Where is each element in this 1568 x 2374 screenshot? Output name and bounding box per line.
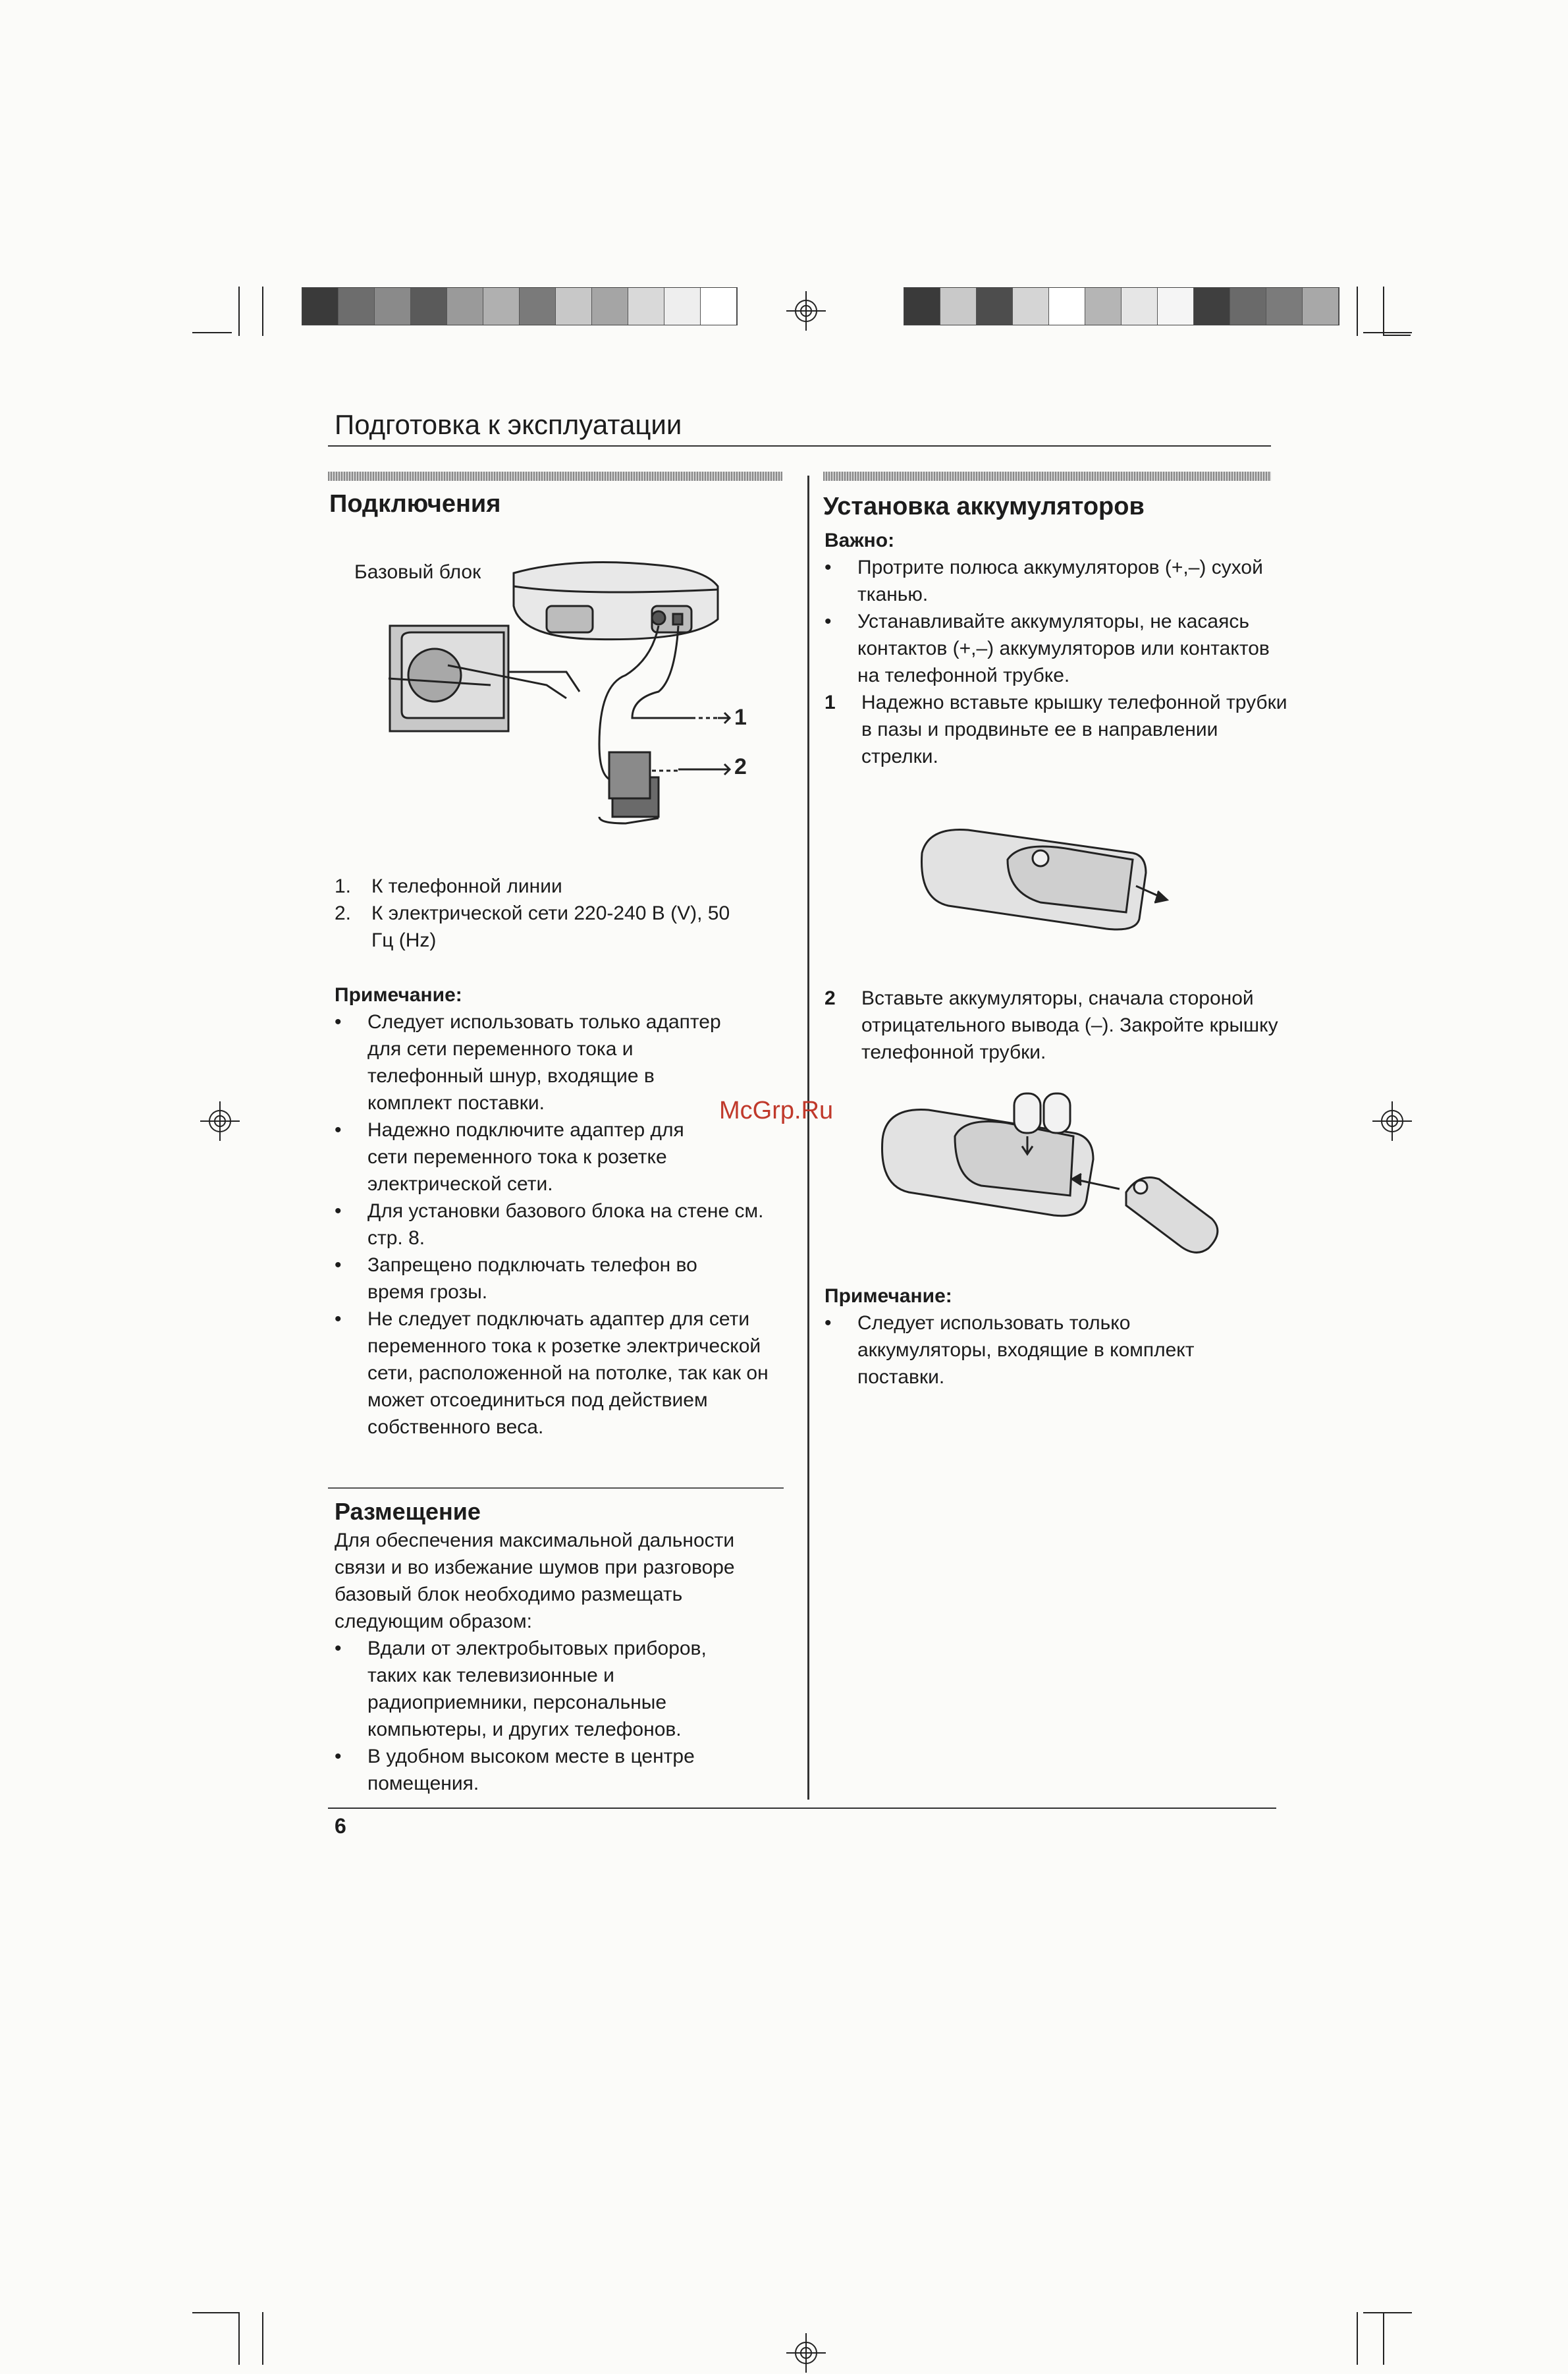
heading-rule	[823, 472, 1271, 481]
step-1: 1 Надежно вставьте крышку телефонной трубки в пазы и продвиньте ее в направлении стрелки.	[825, 692, 1287, 767]
list-item: 2. К электрической сети 220-240 В (V), 50 Гц (Hz)	[335, 902, 730, 951]
handset-cover-illustration	[909, 814, 1185, 945]
list-item: • Запрещено подключать телефон во время грозы.	[329, 1252, 749, 1306]
important-list	[819, 554, 1274, 689]
list-item: • Надежно подключите адаптер для сети переменного тока к розетке электрической сети.	[329, 1117, 723, 1198]
registration-mark-icon	[785, 290, 827, 332]
page-number: 6	[335, 1814, 346, 1838]
color-registration-bar-left	[302, 287, 738, 325]
base-unit-figure	[349, 560, 797, 837]
section-rule	[328, 1487, 784, 1489]
list-item: • Устанавливайте аккумуляторы, не касаясь контактов (+,–) аккумуляторов или контактов на телефонной трубке.	[819, 608, 1279, 689]
callout-1: 1	[734, 705, 747, 730]
watermark: McGrp.Ru	[719, 1097, 834, 1124]
connections-heading: Подключения	[329, 490, 501, 518]
base-unit-illustration	[349, 560, 797, 837]
list-item: • Протрите полюса аккумуляторов (+,–) сухой тканью.	[819, 554, 1266, 608]
crop-mark	[1357, 2312, 1358, 2365]
color-registration-bar-right	[904, 287, 1339, 325]
header-rule	[328, 445, 1271, 447]
registration-mark-icon	[785, 2332, 827, 2374]
registration-mark-icon	[199, 1100, 241, 1142]
crop-mark	[238, 2312, 240, 2365]
crop-mark	[238, 287, 240, 336]
list-item: • В удобном высоком месте в центре помещения.	[329, 1743, 756, 1797]
step-2: 2 Вставьте аккумуляторы, сначала стороной отрицательного вывода (–). Закройте крышку телефонной трубки.	[825, 987, 1278, 1063]
list-item: • Следует использовать только адаптер для сети переменного тока и телефонный шнур, входящие в комплект поставки.	[329, 1008, 723, 1117]
list-item: • Для установки базового блока на стене см. стр. 8.	[329, 1198, 776, 1252]
crop-mark	[192, 332, 232, 333]
batteries-notes	[819, 1310, 1274, 1391]
crop-mark	[1383, 2312, 1384, 2365]
callout-2: 2	[734, 754, 747, 779]
connections-note-heading: Примечание:	[335, 984, 462, 1006]
column-divider	[807, 476, 809, 1800]
section-title: Подготовка к эксплуатации	[335, 409, 682, 440]
list-item: • Следует использовать только аккумуляторы, входящие в комплект поставки.	[819, 1310, 1253, 1391]
list-item: 1. К телефонной линии	[335, 875, 562, 897]
crop-mark	[1363, 332, 1412, 333]
batteries-heading: Установка аккумуляторов	[823, 493, 1145, 520]
registration-mark-icon	[1371, 1100, 1413, 1142]
crop-mark	[262, 287, 263, 336]
batteries-note-heading: Примечание:	[825, 1285, 952, 1307]
footer-rule	[328, 1808, 1276, 1809]
crop-mark	[1363, 2312, 1412, 2313]
placement-list	[329, 1635, 784, 1797]
battery-insert-illustration	[876, 1080, 1231, 1278]
crop-mark	[1383, 287, 1384, 336]
connections-notes	[329, 1008, 784, 1441]
crop-mark	[1357, 287, 1358, 336]
heading-rule	[328, 472, 782, 481]
list-item: • Не следует подключать адаптер для сети переменного тока к розетке электрической сети, расположенной на потолке, так как он может отсоединиться под действием собственного веса.	[329, 1306, 776, 1441]
placement-heading: Размещение	[335, 1498, 481, 1525]
connections-list	[335, 873, 782, 954]
crop-mark	[262, 2312, 263, 2365]
list-item: • Вдали от электробытовых приборов, таких как телевизионные и радиоприемники, персональные компьютеры, и других телефонов.	[329, 1635, 756, 1743]
crop-mark	[192, 2312, 238, 2313]
crop-mark	[1384, 335, 1411, 336]
base-unit-label: Базовый блок	[354, 561, 481, 583]
important-heading: Важно:	[825, 530, 895, 551]
placement-intro: Для обеспечения максимальной дальности связи и во избежание шумов при разговоре базовый блок необходимо размещать следующим образом:	[335, 1530, 735, 1632]
